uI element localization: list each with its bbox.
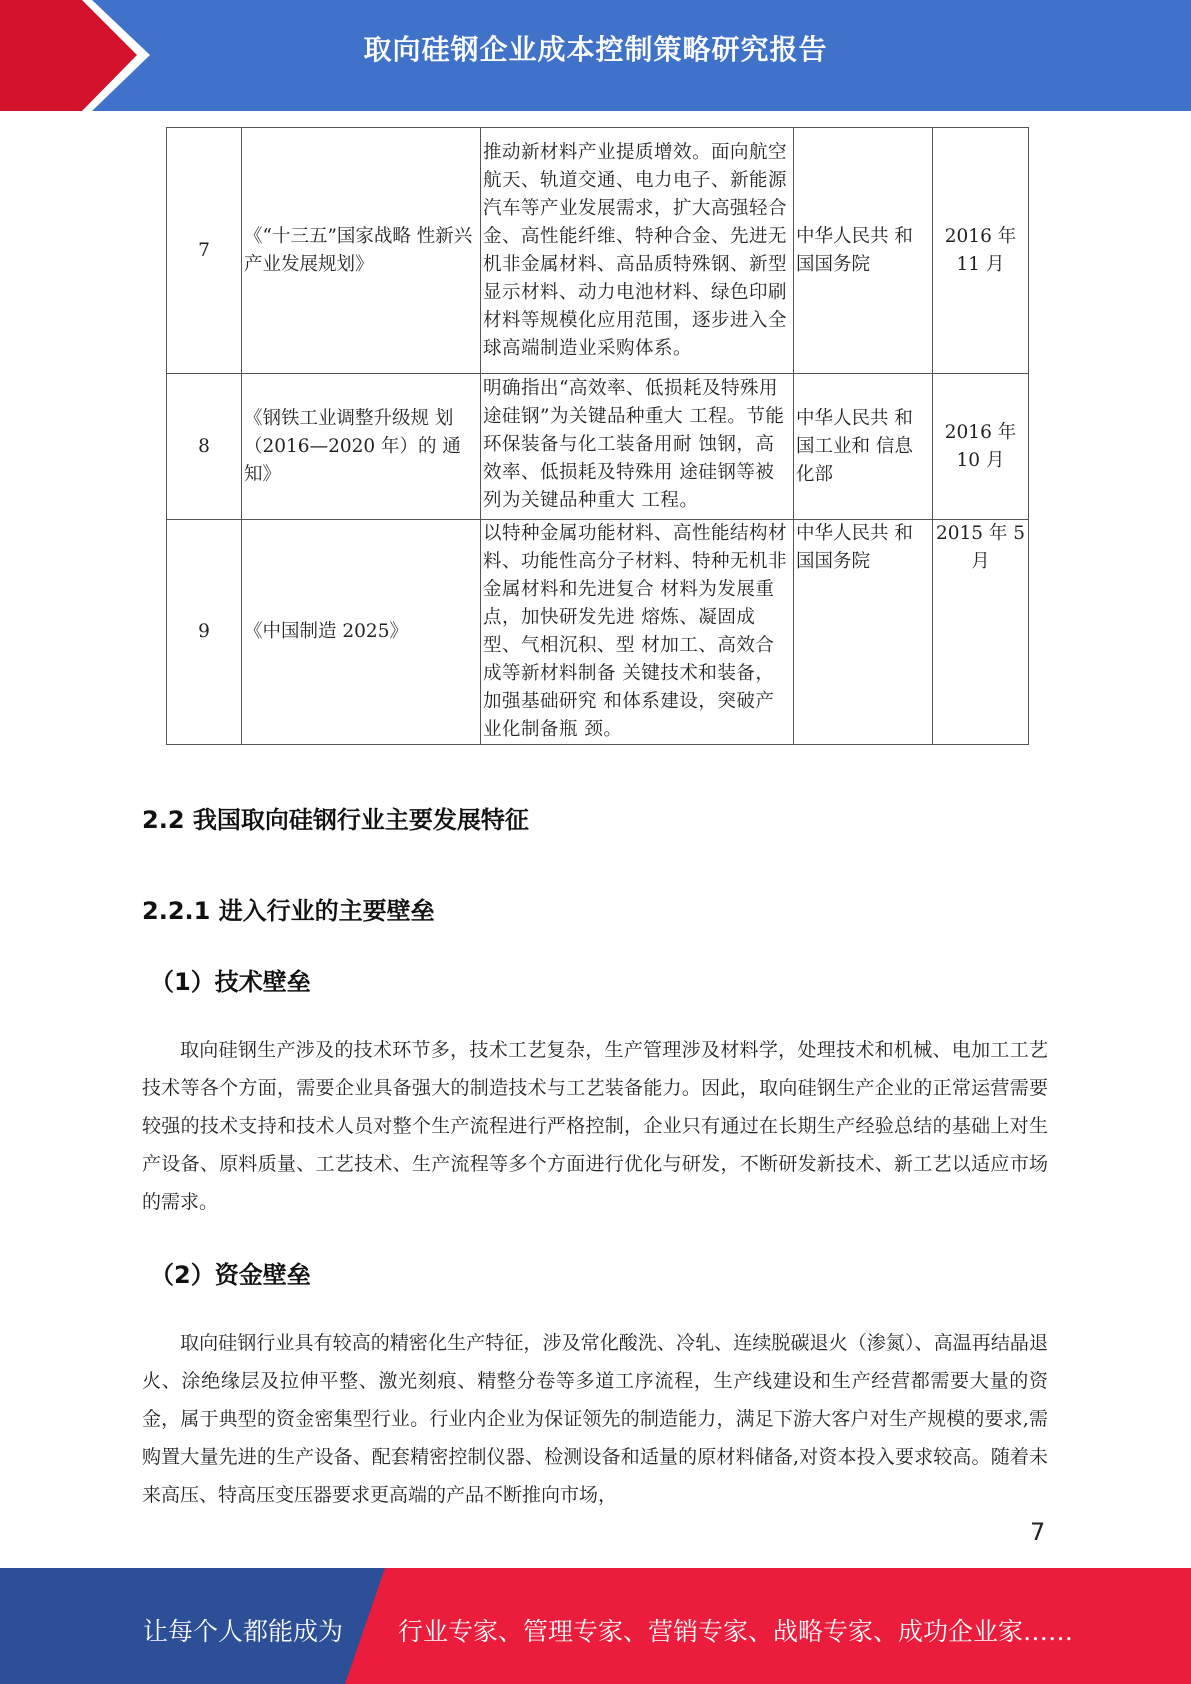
policy-name: 《中国制造 2025》 xyxy=(242,520,481,745)
issue-date: 2016 年 11 月 xyxy=(933,128,1029,374)
footer-slogan-right: 行业专家、管理专家、营销专家、战略专家、成功企业家…… xyxy=(398,1617,1074,1646)
capital-barrier-paragraph: 取向硅钢行业具有较高的精密化生产特征，涉及常化酸洗、冷轧、连续脱碳退火（渗氮）、高温再结晶退火、涂绝缘层及拉伸平整、激光刻痕、精整分卷等多道工序流程，生产线建设和生产经营都需要大量的资金，属于典型的资金密集型行业。行业内企业为保证领先的制造能力，满足下游大客户对生产规模的要求,需购置大量先进的生产设备、配套精密控制仪器、检测设备和适量的原材料储备,对资本投入要求较高。随着未来高压、特高压变压器要求更高端的产品不断推向市场， xyxy=(142,1332,1048,1506)
policy-name: 《“十三五”国家战略 性新兴产业发展规划》 xyxy=(242,128,481,374)
issuing-authority: 中华人民共 和国工业和 信息化部 xyxy=(794,374,933,520)
section-heading-2-2: 2.2 我国取向硅钢行业主要发展特征 xyxy=(142,806,529,834)
tech-barrier-heading: （1）技术壁垒 xyxy=(150,968,311,996)
policy-name: 《钢铁工业调整升级规 划（2016—2020 年）的 通知》 xyxy=(242,374,481,520)
row-number: 7 xyxy=(167,128,242,374)
issuing-authority: 中华人民共 和国国务院 xyxy=(794,128,933,374)
table-row xyxy=(167,128,1029,374)
report-title: 取向硅钢企业成本控制策略研究报告 xyxy=(363,33,828,66)
page-number: 7 xyxy=(1030,1518,1046,1546)
section-heading-2-2-1: 2.2.1 进入行业的主要壁垒 xyxy=(142,897,435,925)
page-header xyxy=(0,0,1191,111)
row-number: 8 xyxy=(167,374,242,520)
table-row xyxy=(167,374,1029,520)
table-row xyxy=(167,520,1029,745)
policy-description: 以特种金属功能材料、高性能结构材料、功能性高分子材料、特种无机非金属材料和先进复合 材料为发展重点，加快研发先进 熔炼、凝固成型、气相沉积、型 材加工、高效合成等新材料制备 关键技术和装备，加强基础研究 和体系建设，突破产业化制备瓶 颈。 xyxy=(481,520,794,745)
capital-barrier-heading: （2）资金壁垒 xyxy=(150,1261,311,1289)
issue-date: 2015 年 5 月 xyxy=(933,520,1029,745)
row-number: 9 xyxy=(167,520,242,745)
issuing-authority: 中华人民共 和国国务院 xyxy=(794,520,933,745)
tech-barrier-paragraph: 取向硅钢生产涉及的技术环节多，技术工艺复杂，生产管理涉及材料学，处理技术和机械、电加工工艺技术等各个方面，需要企业具备强大的制造技术与工艺装备能力。因此，取向硅钢生产企业的正常运营需要较强的技术支持和技术人员对整个生产流程进行严格控制，企业只有通过在长期生产经验总结的基础上对生产设备、原料质量、工艺技术、生产流程等多个方面进行优化与研发，不断研发新技术、新工艺以适应市场的需求。 xyxy=(142,1039,1048,1213)
policy-description: 明确指出“高效率、低损耗及特殊用途硅钢”为关键品种重大 工程。节能环保装备与化工装备用耐 蚀钢，高效率、低损耗及特殊用 途硅钢等被列为关键品种重大 工程。 xyxy=(483,378,785,511)
page-footer xyxy=(0,1568,1191,1684)
issue-date: 2016 年 10 月 xyxy=(933,374,1029,520)
footer-slogan-left: 让每个人都能成为 xyxy=(143,1617,344,1646)
policy-table xyxy=(166,127,1029,745)
policy-description: 推动新材料产业提质增效。面向航空航天、轨道交通、电力电子、新能源汽车等产业发展需求，扩大高强轻合金、高性能纤维、特种合金、先进无机非金属材料、高品质特殊钢、新型显示材料、动力电池材料、绿色印刷材料等规模化应用范围，逐步进入全球高端制造业采购体系。 xyxy=(481,128,794,374)
policy-description-cell xyxy=(481,374,794,520)
